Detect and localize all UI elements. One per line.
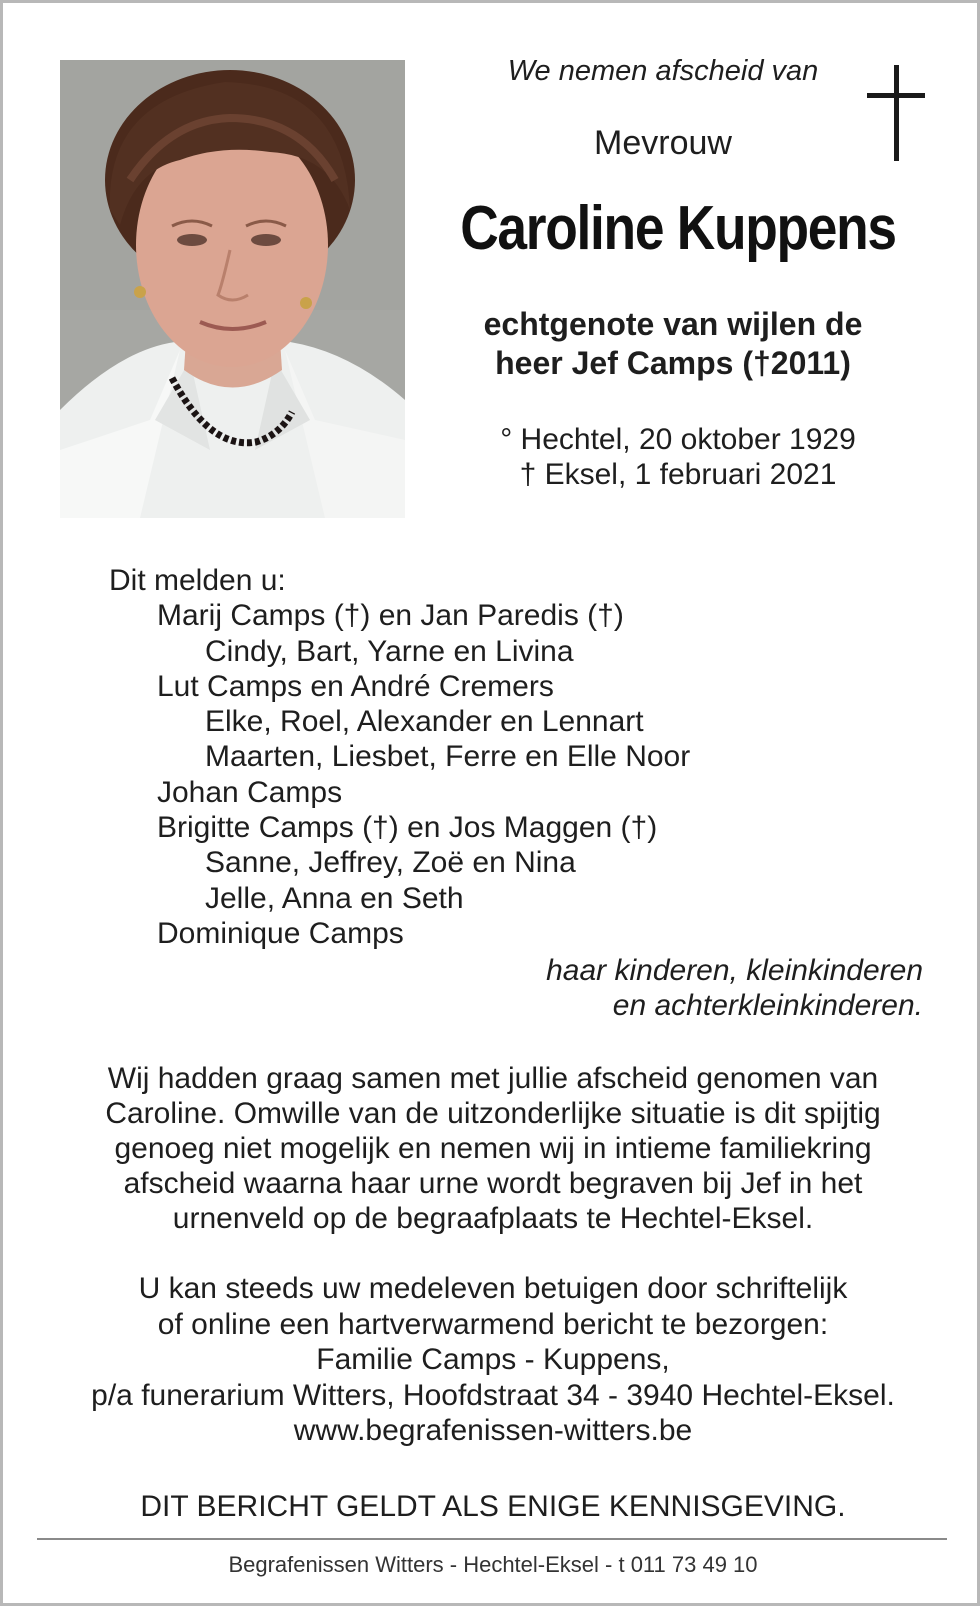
family-member-line: Marij Camps (†) en Jan Paredis (†) bbox=[157, 599, 624, 633]
contact-line: U kan steeds uw medeleven betuigen door schriftelijk bbox=[138, 1272, 848, 1305]
farewell-message bbox=[43, 1061, 943, 1236]
condolence-contact bbox=[43, 1271, 943, 1449]
family-member-line: Cindy, Bart, Yarne en Livina bbox=[205, 634, 574, 668]
spouse-line: echtgenote van wijlen de bbox=[483, 306, 863, 342]
relation-line: haar kinderen, kleinkinderen bbox=[546, 954, 923, 987]
family-member-line: Elke, Roel, Alexander en Lennart bbox=[205, 705, 644, 739]
divider bbox=[37, 1538, 947, 1540]
contact-line: of online een hartverwarmend bericht te bezorgen: bbox=[157, 1307, 829, 1341]
death-date: † Eksel, 1 februari 2021 bbox=[519, 458, 837, 491]
family-list bbox=[109, 563, 929, 951]
message-line: genoeg niet mogelijk en nemen wij in intieme familiekring bbox=[114, 1132, 872, 1165]
footer-credit: Begrafenissen Witters - Hechtel-Eksel - t 011 73 49 10 bbox=[228, 1552, 758, 1577]
birth-date: ° Hechtel, 20 oktober 1929 bbox=[500, 423, 856, 456]
portrait-illustration bbox=[60, 60, 405, 518]
message-line: urnenveld op de begraafplaats te Hechtel-Eksel. bbox=[172, 1202, 814, 1235]
contact-line: Familie Camps - Kuppens, bbox=[316, 1343, 670, 1376]
family-member-line: Lut Camps en André Cremers bbox=[157, 669, 554, 703]
family-member-line: Jelle, Anna en Seth bbox=[205, 881, 464, 915]
relation-line: en achterkleinkinderen. bbox=[612, 989, 923, 1022]
family-member-line: Johan Camps bbox=[157, 775, 343, 809]
honorific: Mevrouw bbox=[594, 124, 732, 162]
deceased-name: Caroline Kuppens bbox=[460, 194, 896, 263]
spouse-info bbox=[418, 305, 928, 383]
message-line: Caroline. Omwille van de uitzonderlijke situatie is dit spijtig bbox=[105, 1097, 881, 1130]
message-line: afscheid waarna haar urne wordt begraven bij Jef in het bbox=[123, 1167, 863, 1200]
relation-caption bbox=[423, 953, 923, 1023]
family-intro: Dit melden u: bbox=[109, 564, 286, 597]
website-link[interactable]: www.begrafenissen-witters.be bbox=[293, 1414, 693, 1447]
portrait-photo bbox=[60, 60, 405, 518]
life-dates bbox=[433, 422, 923, 492]
official-notice: DIT BERICHT GELDT ALS ENIGE KENNISGEVING. bbox=[140, 1490, 846, 1523]
message-line: Wij hadden graag samen met jullie afscheid genomen van bbox=[107, 1062, 879, 1095]
intro-text: We nemen afscheid van bbox=[507, 55, 819, 87]
spouse-line: heer Jef Camps (†2011) bbox=[495, 345, 851, 381]
family-member-line: Brigitte Camps (†) en Jos Maggen (†) bbox=[157, 811, 658, 845]
family-member-line: Dominique Camps bbox=[157, 916, 404, 950]
family-member-line: Sanne, Jeffrey, Zoë en Nina bbox=[205, 846, 576, 880]
contact-address: p/a funerarium Witters, Hoofdstraat 34 - 3940 Hechtel-Eksel. bbox=[91, 1378, 895, 1412]
family-member-line: Maarten, Liesbet, Ferre en Elle Noor bbox=[205, 740, 691, 774]
